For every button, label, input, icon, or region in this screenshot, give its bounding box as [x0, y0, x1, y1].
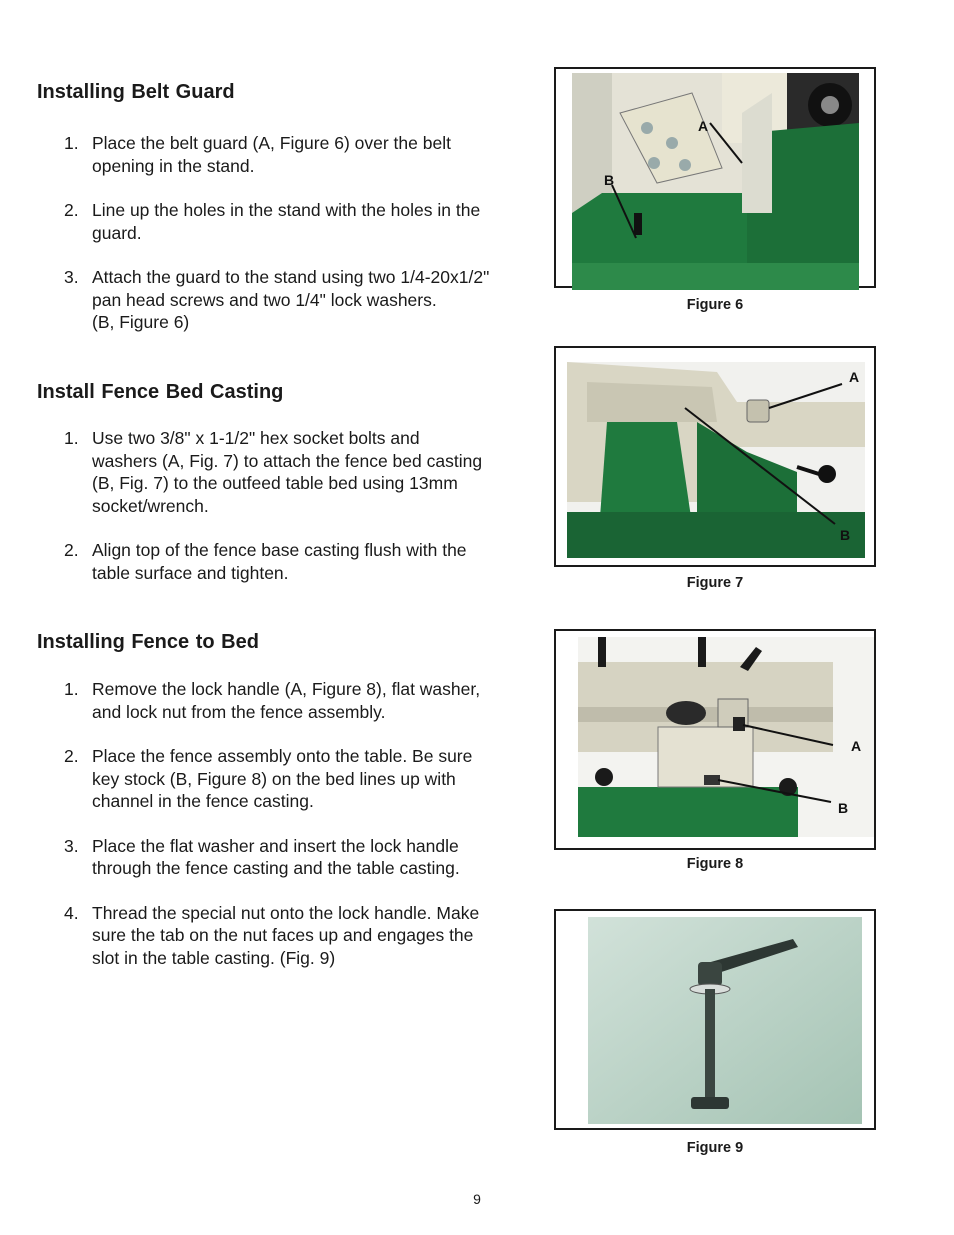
figure-9-caption: Figure 9	[686, 1140, 744, 1156]
step-number: 1.	[64, 428, 79, 448]
list-item	[64, 266, 534, 334]
step-number: 3.	[64, 267, 79, 287]
step-number: 1.	[64, 679, 79, 699]
figure-7-caption: Figure 7	[686, 575, 744, 591]
figure-6-label-b: B	[604, 172, 615, 188]
step-number: 1.	[64, 133, 79, 153]
step-text: Remove the lock handle (A, Figure 8), flat washer, and lock nut from the fence assembly.	[92, 679, 481, 722]
page-number: 9	[473, 1191, 481, 1207]
step-number: 2.	[64, 746, 79, 766]
step-text: Place the fence assembly onto the table. Be sure key stock (B, Figure 8) on the bed lines up with channel in the fence casting.	[92, 746, 473, 811]
figure-8	[554, 629, 876, 850]
step-number: 2.	[64, 540, 79, 560]
section-title-fence-bed-casting: Install Fence Bed Casting	[37, 381, 284, 403]
list-item	[64, 835, 534, 880]
step-text: Attach the guard to the stand using two 1/4-20x1/2" pan head screws and two 1/4" lock washers. (B, Figure 6)	[92, 267, 490, 332]
step-text: Thread the special nut onto the lock handle. Make sure the tab on the nut faces up and engages the slot in the table casting. (Fig. 9)	[92, 902, 480, 968]
step-text: Place the flat washer and insert the lock handle through the fence casting and the table casting.	[92, 835, 460, 878]
figure-9-photo	[588, 917, 862, 1124]
step-number: 2.	[64, 200, 79, 220]
list-item	[64, 132, 534, 177]
figure-8-caption: Figure 8	[686, 856, 744, 872]
figure-6-caption: Figure 6	[686, 297, 744, 313]
figure-8-label-b: B	[838, 800, 849, 816]
step-text: Line up the holes in the stand with the holes in the guard.	[92, 200, 481, 243]
list-item	[64, 745, 534, 813]
list-item	[64, 427, 534, 517]
list-item	[64, 539, 534, 584]
list-item	[64, 678, 534, 723]
step-text: Place the belt guard (A, Figure 6) over the belt opening in the stand.	[92, 133, 451, 176]
figure-8-label-a: A	[851, 738, 862, 754]
figure-7-label-b: B	[840, 527, 851, 543]
figure-7	[554, 346, 876, 567]
figure-9	[554, 909, 876, 1130]
step-number: 4.	[64, 902, 79, 923]
step-number: 3.	[64, 835, 79, 856]
step-text: Use two 3/8" x 1-1/2" hex socket bolts and washers (A, Fig. 7) to attach the fence bed casting (B, Fig. 7) to the outfeed table bed using 13mm socket/wrench.	[92, 428, 483, 516]
steps-fence-bed-casting	[64, 427, 534, 584]
list-item	[64, 902, 534, 970]
figure-6-label-a: A	[698, 118, 709, 134]
figure-8-photo	[578, 637, 874, 837]
figure-7-label-a: A	[849, 369, 860, 385]
list-item	[64, 199, 534, 244]
section-title-fence-to-bed: Installing Fence to Bed	[37, 631, 259, 653]
step-text: Align top of the fence base casting flush with the table surface and tighten.	[92, 540, 467, 583]
steps-belt-guard	[64, 132, 534, 334]
steps-fence-to-bed	[64, 678, 534, 969]
figure-6	[554, 67, 876, 288]
section-title-belt-guard: Installing Belt Guard	[37, 81, 235, 103]
figure-7-photo	[567, 362, 865, 558]
figure-6-photo	[572, 73, 859, 290]
